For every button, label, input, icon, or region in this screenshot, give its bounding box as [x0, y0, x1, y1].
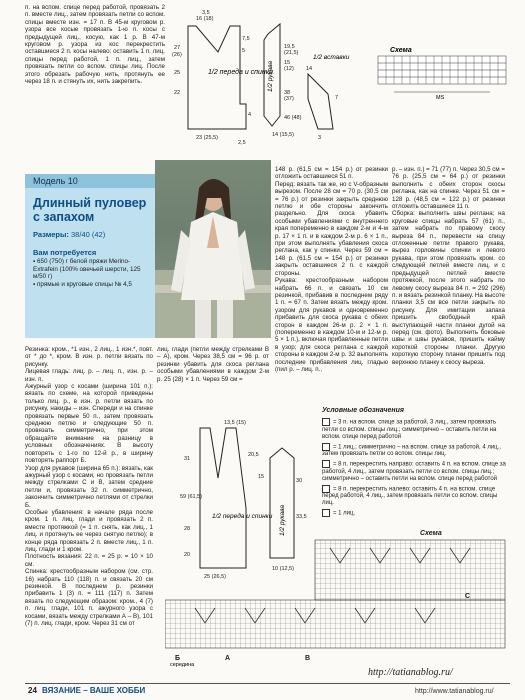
legend-item: = 8 п. перекрестить направо: оставить 4 п. на вспом. спице за работой, 4 лиц., затем провязать петли со вспом. спицы лиц.; симметрично – оставить петли на вспом. спице перед работой — [322, 461, 506, 482]
model-info-panel — [25, 188, 155, 338]
bottom-schema-title: Схема — [420, 530, 442, 537]
front-back-label: 1/2 переда и спинки — [208, 69, 273, 76]
svg-text:15: 15 — [258, 474, 265, 480]
knitting-chart-grid — [165, 538, 510, 668]
model-title: Длинный пуловер с запахом — [33, 196, 147, 224]
mid-front-back-label: 1/2 переда и спинки — [212, 513, 273, 520]
svg-text:23 (25,5): 23 (25,5) — [196, 135, 219, 141]
svg-text:33,5: 33,5 — [296, 514, 307, 520]
svg-text:(12): (12) — [284, 66, 294, 72]
legend-item: = 8 п. перекрестить налево: оставить 4 п. на вспом. спице перед работой, 4 лиц., затем провязать петли со вспом. спицы лиц. — [322, 486, 498, 507]
right-column-1-instructions: 148 р. (61,5 см = 154 р.) от резинки отложить оставшиеся 51 п. Перед: вязать так же, но с V-образным вырезом. После 28 см = 70 р. (30,5 см = 76 р.) от резинки закрыть среднюю петлю и обе стороны закончить раздельно. Для скоса убавить особыми убавлениями с внутреннего края попеременно в каждом 2-м и 4-м р. 17 × 1 п. и в каждом 2-м р. 6 × 1 п., при этом выполнять убавления скоса реглана, как у спинки. Через 59 см = 148 р. (61,5 см = 154 р.) от резинки закрыть оставшиеся 2 п. с каждой стороны. Рукава: крестообразным набором набрать 66 п. и связать 10 см резинкой, прибавив в последнем ряду 1 п. = 67 п. Затем вязать между кром. узором для рукавов и одновременно прибавить для скоса рукава с обеих сторон в каждом 26-м р. 2 × 1 п. (попеременно в каждом 10-м и 12-м р. 5 × 1 п.), включая прибавленные петли в узор; для скоса реглана с каждой стороны в каждом 2-м р. 32 выполнять последние прибавления лиц. гладью (пил р. – лиц. п., — [275, 166, 388, 373]
cross-left-icon — [322, 485, 330, 493]
insert-label: 1/2 вставки — [313, 54, 350, 61]
footer-rule — [25, 683, 510, 684]
model-bar — [25, 174, 155, 188]
sizes-value: 38/40 (42) — [71, 230, 106, 239]
middle-column-instructions: лиц. глади (петли между стрелками В – А), кром. Через 38,5 см = 96 р. от резинки убавить для скоса реглана особыми убавлениями в каждом 2-м р. 25 (28) × 1 п. Через 59 см = — [157, 346, 269, 383]
magazine-name: ВЯЗАНИЕ – ВАШЕ ХОББИ — [42, 686, 146, 695]
ms-label: MS — [436, 95, 445, 101]
svg-text:15: 15 — [284, 60, 291, 66]
cable-right-icon — [322, 418, 330, 426]
svg-text:16 (18): 16 (18) — [196, 16, 214, 22]
svg-text:20,5: 20,5 — [248, 452, 259, 458]
mid-sleeve-label: 1/2 рукава — [279, 504, 286, 536]
svg-text:10 (12,5): 10 (12,5) — [272, 566, 295, 572]
svg-text:25: 25 — [174, 70, 181, 76]
legend-item: = 1 лиц.; симметрично – на вспом. спице за работой, 4 лиц., затем провязать петли со вспом. спицы лиц. — [322, 444, 501, 458]
svg-text:20: 20 — [184, 552, 191, 558]
continuation-text: п. на вспом. спице перед работой, провязать 2 п. вместе лиц., затем провязать петли со вспом. спицы вместе изн. = 17 п. В 45-м круговом р. узора все косые провязать 1-ю п. косы с предыдущей лиц., косую, как 1 р. В 47-м круговом р. узора из кос перекрестить оставшиеся 2 п. косы налево: оставить 1 п. лиц. спицы перед работой, 1 п. лиц., затем провязать петли со вспом. спицы лиц. После этого обрезать рабочую нить, протянуть ее через 18 п. и стянуть их, нить закрепить. — [25, 4, 165, 86]
left-column-instructions: Резинка: кром., *1 изн., 2 лиц., 1 изн.*, повт. от * до *, кром. В изн. р. петли вязать по рисунку. Лицевая гладь: лиц. р. – лиц. п., изн. р. – изн. п. Ажурный узор с косами (ширина 101 п.): вязать по схеме, на которой приведены только лиц. р., в изн. р. петли вязать по рисунку, накиды – изн. Спереди и на спинке провязать первые 50 п., затем провязать среднюю петлю и следующие 50 п. провязать симметрично, при этом обращайте внимание на разницу в условных обозначениях. В высоту повторять с 1-го по 12-й р., в ширину повторять раппорт Б. Узор для рукавов (ширина 65 п.): вязать, как ажурный узор с косами, но провязать петли между стрелками С и В, затем средние петли и, провязать 32 п. симметрично, закончить симметрично петлями от стрелки Б. Особые убавления: в начале ряда после кром. 1 п. лиц. глади и провязать 2 п. вместе протяжкой (= 1 п. снять, как лиц., 1 лиц. и протянуть ее через снятую петлю); в конце ряда провязать 2 п. вместе лиц., 1 п. лиц. глади и 1 кром. Плотность вязания: 22 п. = 25 р. = 10 × 10 см. Спинка: крестообразным набором (см. стр. 16) набрать 110 (118) п. и связать 20 см резинкой. В последнем р. резинки прибавить 1 (3) п. = 111 (117) п. Затем вязать по следующим образом: кром., 4 (7) п. лиц. глади, 101 п. ажурного узора с косами, вязать между стрелками А – В), 101 (7) п. лиц. глади, кром. Через 31 см от — [25, 346, 153, 628]
cross-right-icon — [322, 460, 330, 468]
model-label: Модель 10 — [33, 176, 78, 186]
svg-text:Б: Б — [175, 655, 181, 662]
svg-text:59 (61,5): 59 (61,5) — [180, 494, 203, 500]
svg-text:25 (26,5): 25 (26,5) — [204, 574, 227, 580]
sizes-line — [33, 230, 105, 239]
svg-text:7: 7 — [335, 95, 339, 101]
svg-text:22: 22 — [174, 90, 181, 96]
legend-item: = 3 п. на вспом. спице за работой, 3 лиц., затем провязать петли со вспом. спицы лиц.; симметрично – оставить петли на вспом. спице перед работой — [322, 419, 497, 440]
center-label: середина — [170, 662, 195, 668]
materials-heading: Вам потребуется — [33, 248, 97, 257]
svg-text:13,5 (15): 13,5 (15) — [224, 420, 247, 426]
svg-text:А: А — [225, 655, 231, 662]
svg-text:27: 27 — [174, 45, 181, 51]
single-knit-icon — [322, 509, 330, 517]
svg-text:14: 14 — [306, 66, 313, 72]
svg-text:3,5: 3,5 — [202, 10, 210, 16]
svg-text:С: С — [465, 593, 471, 600]
svg-text:31: 31 — [184, 456, 191, 462]
svg-text:(21,5): (21,5) — [284, 50, 299, 56]
svg-text:(26): (26) — [172, 52, 182, 58]
svg-text:30: 30 — [296, 478, 303, 484]
svg-text:(37): (37) — [284, 96, 294, 102]
right-column-2-instructions: р. – изн. п.) = 71 (77) п. Через 30,5 см = 76 р. (25,5 см = 64 р.) от резинки выполнить с обеих сторон скосы реглана, как на спинке. Через 51 см = 128 р. (48,5 см = 122 р.) от резинки отложить оставшиеся 11 п. Сборка: выполнить швы реглана; на круговые спицы набрать 57 (61) п., затем набрать по правому скосу выреза 84 п., перевести на спицу отложенные петли правого рукава, вырез горловины спинки и левого рукава, при этом провязать кром. со следующей петлей вместе лиц. и с предыдущей петлей вместе протяжкой, после этого набрать по левому скосу выреза 84 п. = 292 (296) п. и вязать резинкой планку. На высоте планки 3,5 см все петли закрыть по рисунку. Для имитации запаха пришить свободный край выступающей части планки дугой на перед (см. фото). Выполнить боковые швы и швы рукавов, пришить кайму короткой стороны планки. Другую короткую сторону планки пришить под верхнюю планку к скосу выреза. — [392, 166, 505, 366]
top-pattern-schematics — [168, 4, 518, 154]
svg-text:2,5: 2,5 — [238, 140, 246, 146]
svg-text:В: В — [305, 655, 311, 662]
svg-text:14 (15,5): 14 (15,5) — [272, 132, 295, 138]
legend-title: Условные обозначения — [322, 407, 405, 414]
footer-url: http://www.tatianablog.ru/ — [415, 688, 494, 695]
materials-list: ▪ 650 (750) г белой пряжи Merino-Extrafein (100% овечьей шерсти, 125 м/50 г) ▪ прямые и круговые спицы № 4,5 — [33, 258, 141, 288]
svg-text:5: 5 — [242, 48, 246, 54]
svg-text:3: 3 — [318, 135, 322, 141]
svg-text:28: 28 — [184, 526, 191, 532]
svg-text:38: 38 — [284, 90, 291, 96]
woman-photo-illustration — [155, 160, 271, 338]
svg-text:19,5: 19,5 — [284, 44, 295, 50]
page-number: 24 — [28, 686, 37, 695]
model-photo — [155, 160, 271, 338]
sleeve-label: 1/2 рукава — [267, 60, 274, 92]
watermark-url: http://tatianablog.ru/ — [368, 667, 453, 678]
legend-item: = 1 лиц. — [322, 509, 507, 518]
knit-icon — [322, 443, 330, 451]
svg-text:46 (48): 46 (48) — [284, 115, 302, 121]
sizes-label: Размеры: — [33, 230, 69, 239]
svg-text:4: 4 — [248, 112, 252, 118]
legend — [322, 407, 507, 518]
svg-text:7,5: 7,5 — [242, 36, 250, 42]
top-schema-title: Схема — [390, 47, 412, 54]
